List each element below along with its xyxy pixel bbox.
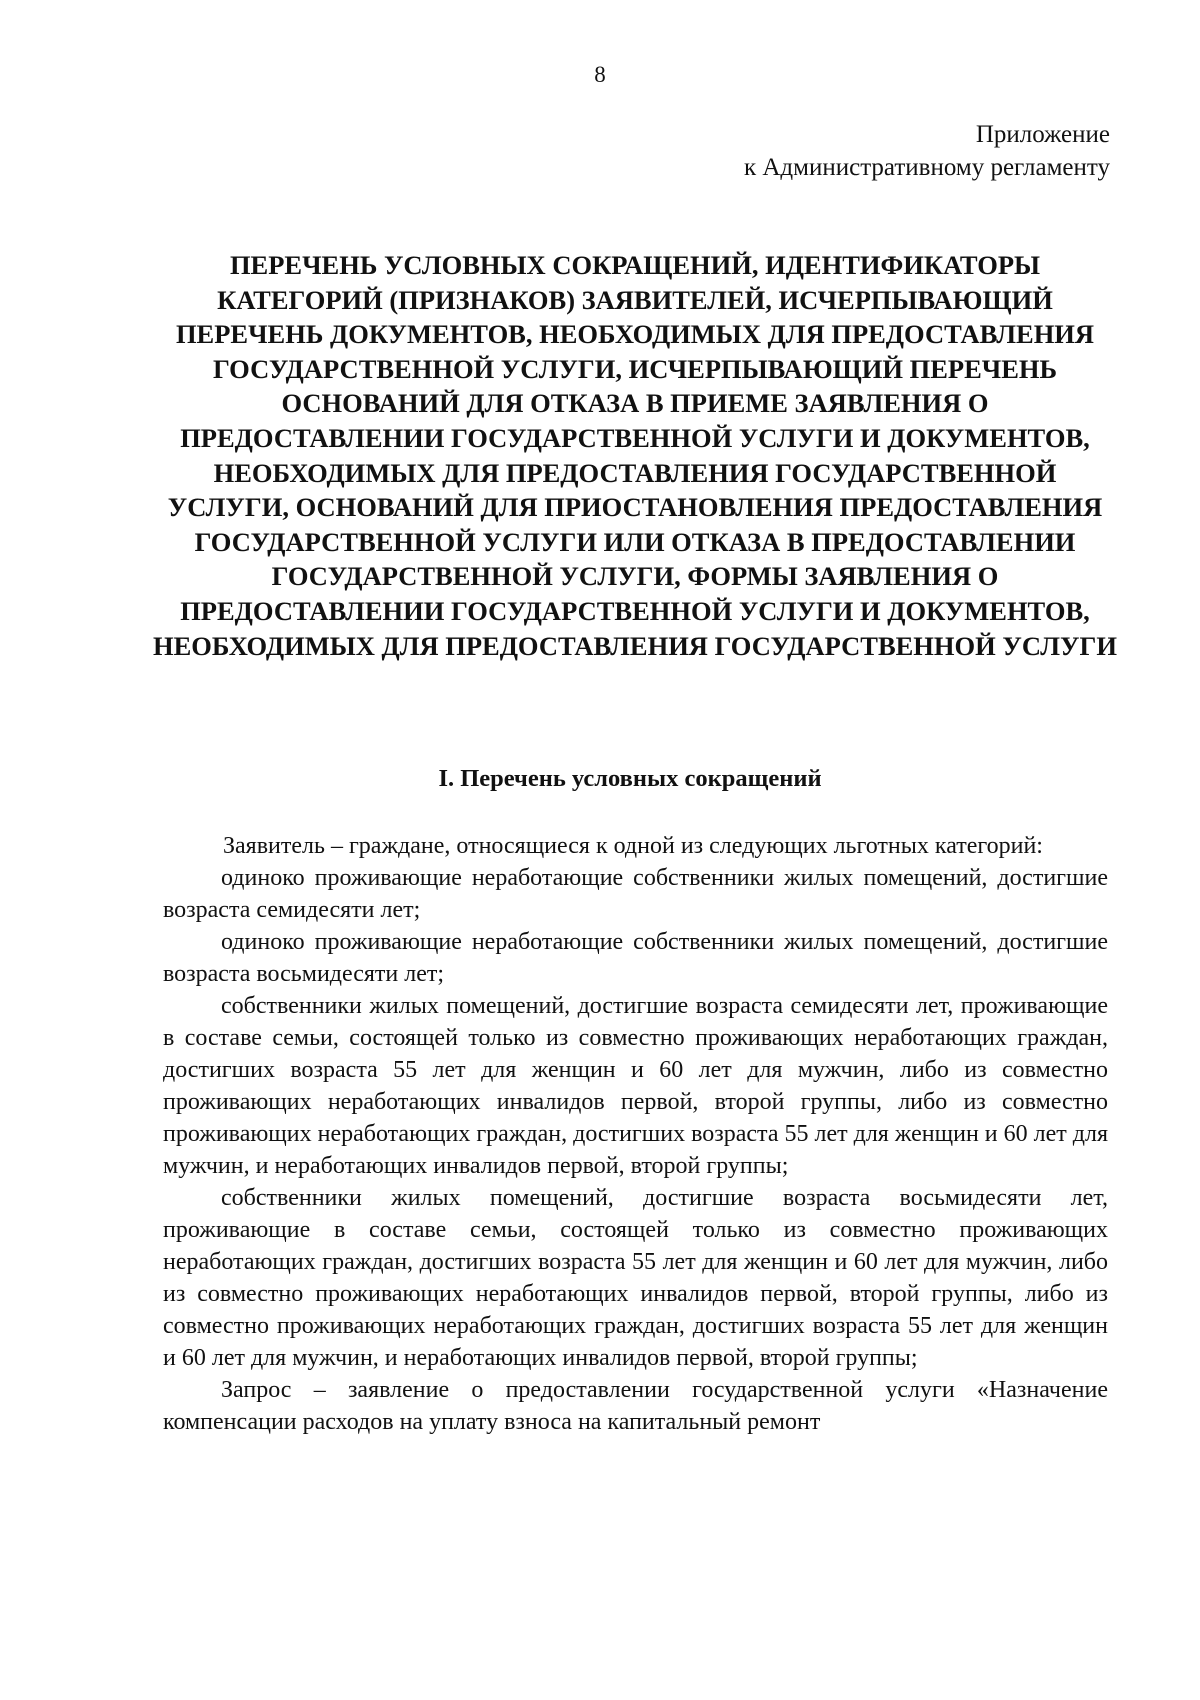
section-heading: I. Перечень условных сокращений	[438, 765, 822, 792]
paragraph-category-1: одиноко проживающие неработающие собственники жилых помещений, достигшие возраста семидесяти лет;	[163, 865, 1108, 923]
document-title: ПЕРЕЧЕНЬ УСЛОВНЫХ СОКРАЩЕНИЙ, ИДЕНТИФИКАТОРЫ КАТЕГОРИЙ (ПРИЗНАКОВ) ЗАЯВИТЕЛЕЙ, ИСЧЕРПЫВАЮЩИЙ ПЕРЕЧЕНЬ ДОКУМЕНТОВ, НЕОБХОДИМЫХ ДЛЯ ПРЕДОСТАВЛЕНИЯ ГОСУДАРСТВЕННОЙ УСЛУГИ, ИСЧЕРПЫВАЮЩИЙ ПЕРЕЧЕНЬ ОСНОВАНИЙ ДЛЯ ОТКАЗА В ПРИЕМЕ ЗАЯВЛЕНИЯ О ПРЕДОСТАВЛЕНИИ ГОСУДАРСТВЕННОЙ УСЛУГИ И ДОКУМЕНТОВ, НЕОБХОДИМЫХ ДЛЯ ПРЕДОСТАВЛЕНИЯ ГОСУДАРСТВЕННОЙ УСЛУГИ, ОСНОВАНИЙ ДЛЯ ПРИОСТАНОВЛЕНИЯ ПРЕДОСТАВЛЕНИЯ ГОСУДАРСТВЕННОЙ УСЛУГИ ИЛИ ОТКАЗА В ПРЕДОСТАВЛЕНИИ ГОСУДАРСТВЕННОЙ УСЛУГИ, ФОРМЫ ЗАЯВЛЕНИЯ О ПРЕДОСТАВЛЕНИИ ГОСУДАРСТВЕННОЙ УСЛУГИ И ДОКУМЕНТОВ, НЕОБХОДИМЫХ ДЛЯ ПРЕДОСТАВЛЕНИЯ ГОСУДАРСТВЕННОЙ УСЛУГИ	[153, 250, 1117, 661]
body-text	[163, 830, 1108, 1438]
appendix-line-2: к Административному регламенту	[743, 154, 1110, 181]
appendix-line-1: Приложение	[975, 121, 1110, 148]
paragraph-category-3: собственники жилых помещений, достигшие возраста семидесяти лет, проживающие в составе семьи, состоящей только из совместно проживающих неработающих граждан, достигших возраста 55 лет для женщин и 60 лет для мужчин, либо из совместно проживающих неработающих инвалидов первой, второй группы, либо из совместно проживающих неработающих граждан, достигших возраста 55 лет для женщин и 60 лет для мужчин, и неработающих инвалидов первой, второй группы;	[163, 993, 1108, 1179]
paragraph-request-definition: Запрос – заявление о предоставлении государственной услуги «Назначение компенсации расходов на уплату взноса на капитальный ремонт	[163, 1377, 1108, 1435]
paragraph-applicant-definition: Заявитель – граждане, относящиеся к одной из следующих льготных категорий:	[223, 833, 1043, 859]
paragraph-category-2: одиноко проживающие неработающие собственники жилых помещений, достигшие возраста восьмидесяти лет;	[163, 929, 1108, 987]
paragraph-category-4: собственники жилых помещений, достигшие возраста восьмидесяти лет, проживающие в составе семьи, состоящей только из совместно проживающих неработающих граждан, достигших возраста 55 лет для женщин и 60 лет для мужчин, либо из совместно проживающих неработающих инвалидов первой, второй группы, либо из совместно проживающих неработающих граждан, достигших возраста 55 лет для женщин и 60 лет для мужчин, и неработающих инвалидов первой, второй группы;	[163, 1185, 1108, 1371]
page-number: 8	[594, 62, 606, 87]
appendix-note	[744, 118, 1110, 184]
